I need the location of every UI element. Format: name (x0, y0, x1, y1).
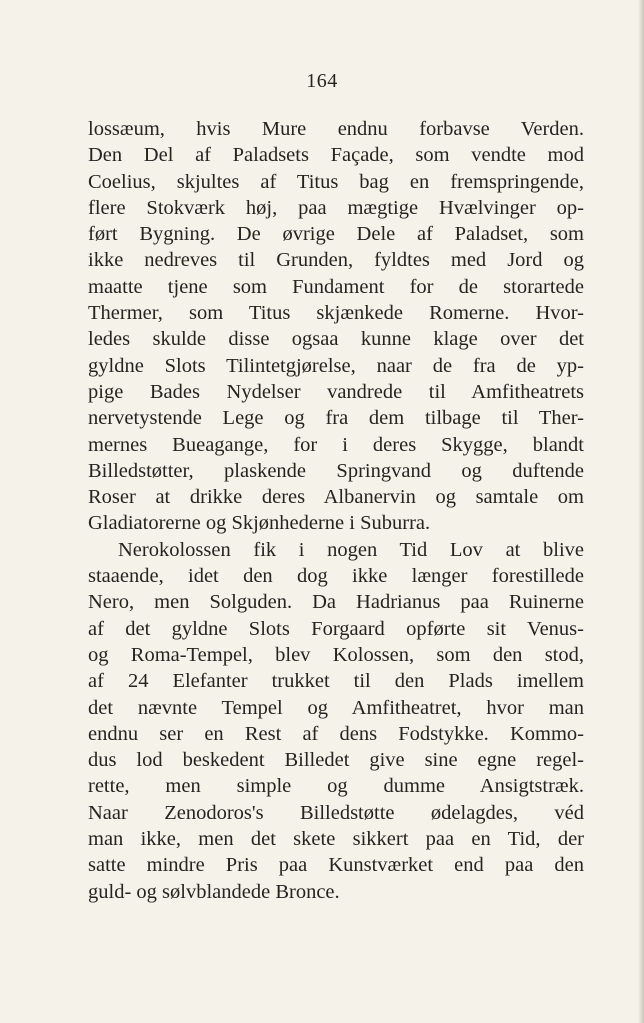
text-line: flere Stokværk høj, paa mægtige Hvælvinger op- (88, 196, 584, 219)
text-line: ført Bygning. De øvrige Dele af Paladset, som (88, 223, 584, 246)
paragraph-end-line: Gladiatorerne og Skjønhederne i Suburra. (88, 512, 431, 535)
text-line: det nævnte Tempel og Amfitheatret, hvor man (88, 696, 584, 719)
text-line: pige Bades Nydelser vandrede til Amfitheatrets (88, 380, 584, 403)
text-line: mernes Bueagange, for i deres Skygge, blandt (88, 433, 584, 456)
text-line: Coelius, skjultes af Titus bag en fremspringende, (88, 170, 584, 193)
text-line: man ikke, men det skete sikkert paa en Tid, der (88, 828, 584, 851)
text-line: ledes skulde disse ogsaa kunne klage over det (88, 328, 584, 351)
text-line: Roser at drikke deres Albanervin og samtale om (88, 486, 584, 509)
text-line: rette, men simple og dumme Ansigtstræk. (88, 775, 584, 798)
text-line: af 24 Elefanter trukket til den Plads imellem (88, 670, 584, 693)
text-line: endnu ser en Rest af dens Fodstykke. Kommo- (88, 722, 584, 745)
page-number: 164 (306, 70, 338, 92)
body-text (88, 116, 584, 905)
text-line: af det gyldne Slots Forgaard opførte sit Venus- (88, 617, 584, 640)
text-line: satte mindre Pris paa Kunstværket end paa den (88, 854, 584, 877)
text-line: og Roma-Tempel, blev Kolossen, som den stod, (88, 643, 584, 666)
text-line: nervetystende Lege og fra dem tilbage til Ther- (88, 407, 584, 430)
text-line: dus lod beskedent Billedet give sine egne regel- (88, 749, 584, 772)
text-line: Thermer, som Titus skjænkede Romerne. Hvor- (88, 302, 584, 325)
text-line: lossæum, hvis Mure endnu forbavse Verden. (88, 118, 584, 140)
text-line: staaende, idet den dog ikke længer forestillede (88, 565, 584, 588)
text-line: ikke nedreves til Grunden, fyldtes med Jord og (88, 249, 584, 272)
text-line: Nero, men Solguden. Da Hadrianus paa Ruinerne (88, 591, 584, 614)
page-edge-shadow (638, 0, 644, 1023)
text-line: maatte tjene som Fundament for de storartede (88, 275, 584, 298)
text-line: gyldne Slots Tilintetgjørelse, naar de fra de yp- (88, 354, 584, 377)
text-line: Billedstøtter, plaskende Springvand og duftende (88, 459, 584, 482)
paragraph-end-line: guld- og sølvblandede Bronce. (88, 880, 340, 903)
text-line: Naar Zenodoros's Billedstøtte ødelagdes, véd (88, 801, 584, 824)
text-line: Den Del af Paladsets Façade, som vendte mod (88, 144, 584, 167)
paragraph-start-line: Nerokolossen fik i nogen Tid Lov at blive (118, 538, 584, 561)
